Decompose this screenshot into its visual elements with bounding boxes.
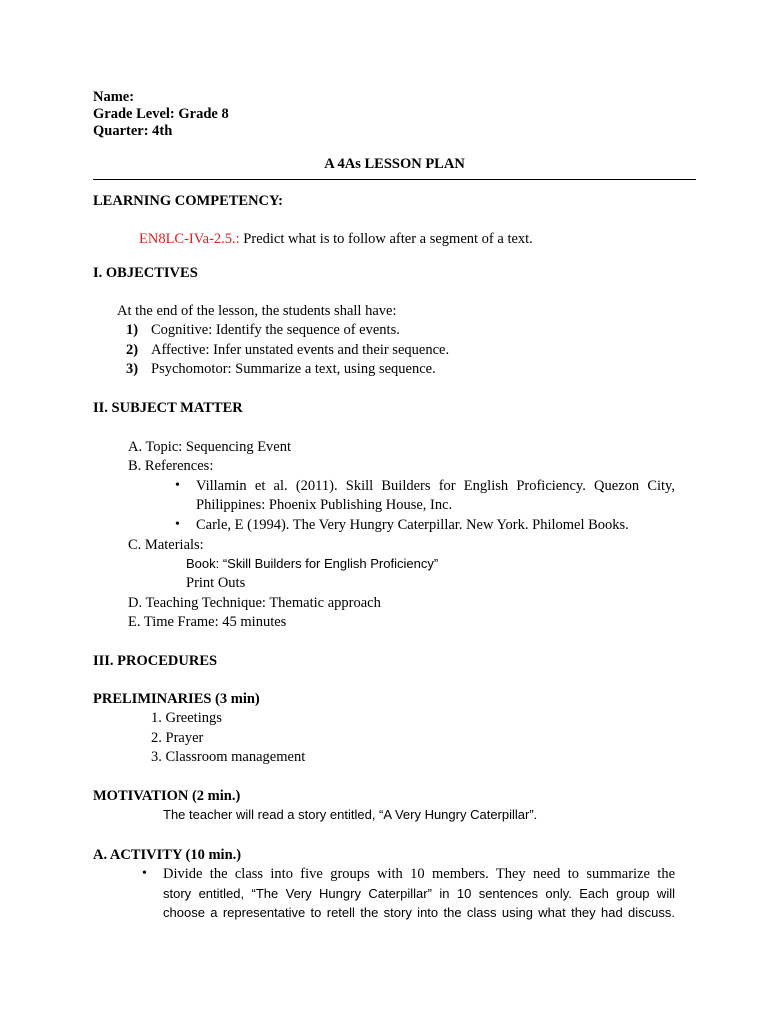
procedures-heading: III. PROCEDURES xyxy=(93,653,218,669)
competency-text: Predict what is to follow after a segment of a text. xyxy=(239,231,533,247)
competency-statement xyxy=(139,230,533,248)
material-item: Print Outs xyxy=(186,575,246,591)
reference-item: Villamin et al. (2011). Skill Builders for English Proficiency. Quezon City, xyxy=(196,478,675,494)
motivation-heading: MOTIVATION (2 min.) xyxy=(93,788,241,804)
objectives-heading: I. OBJECTIVES xyxy=(93,265,198,281)
bullet-icon: • xyxy=(175,478,180,493)
objective-number: 1) xyxy=(126,322,139,338)
objective-number: 2) xyxy=(126,342,139,358)
reference-item: Carle, E (1994). The Very Hungry Caterpillar. New York. Philomel Books. xyxy=(196,517,629,533)
time-frame: E. Time Frame: 45 minutes xyxy=(128,614,287,630)
references-label: B. References: xyxy=(128,458,214,474)
reference-item-continued: Philippines: Phoenix Publishing House, Inc. xyxy=(196,497,453,513)
activity-text-line: choose a representative to retell the story into the class using what they had discuss. xyxy=(163,905,675,920)
preliminaries-heading: PRELIMINARIES (3 min) xyxy=(93,691,260,707)
quarter: Quarter: 4th xyxy=(93,123,173,139)
title-divider xyxy=(93,179,696,180)
activity-heading: A. ACTIVITY (10 min.) xyxy=(93,847,242,863)
competency-heading: LEARNING COMPETENCY: xyxy=(93,193,283,209)
material-item: Book: “Skill Builders for English Proficiency” xyxy=(186,556,439,571)
teaching-technique: D. Teaching Technique: Thematic approach xyxy=(128,595,381,611)
preliminaries-item: 3. Classroom management xyxy=(151,749,306,765)
preliminaries-item: 1. Greetings xyxy=(151,710,222,726)
bullet-icon: • xyxy=(142,866,147,881)
bullet-icon: • xyxy=(175,517,180,532)
name-field-label: Name: xyxy=(93,89,135,105)
objectives-intro: At the end of the lesson, the students shall have: xyxy=(117,303,397,319)
objective-number: 3) xyxy=(126,361,139,377)
subject-matter-heading: II. SUBJECT MATTER xyxy=(93,400,243,416)
motivation-text: The teacher will read a story entitled, “A Very Hungry Caterpillar”. xyxy=(163,807,538,822)
activity-text-line: story entitled, “The Very Hungry Caterpillar” in 10 sentences only. Each group will xyxy=(163,886,675,901)
objective-item: Psychomotor: Summarize a text, using sequence. xyxy=(151,361,436,377)
preliminaries-item: 2. Prayer xyxy=(151,730,204,746)
objective-item: Affective: Infer unstated events and their sequence. xyxy=(151,342,450,358)
grade-level: Grade Level: Grade 8 xyxy=(93,106,229,122)
materials-label: C. Materials: xyxy=(128,537,204,553)
activity-text-line: Divide the class into five groups with 10 members. They need to summarize the xyxy=(163,866,675,882)
objective-item: Cognitive: Identify the sequence of events. xyxy=(151,322,400,338)
topic: A. Topic: Sequencing Event xyxy=(128,439,292,455)
competency-code: EN8LC-IVa-2.5.: xyxy=(139,231,240,247)
document-title: A 4As LESSON PLAN xyxy=(324,156,465,172)
